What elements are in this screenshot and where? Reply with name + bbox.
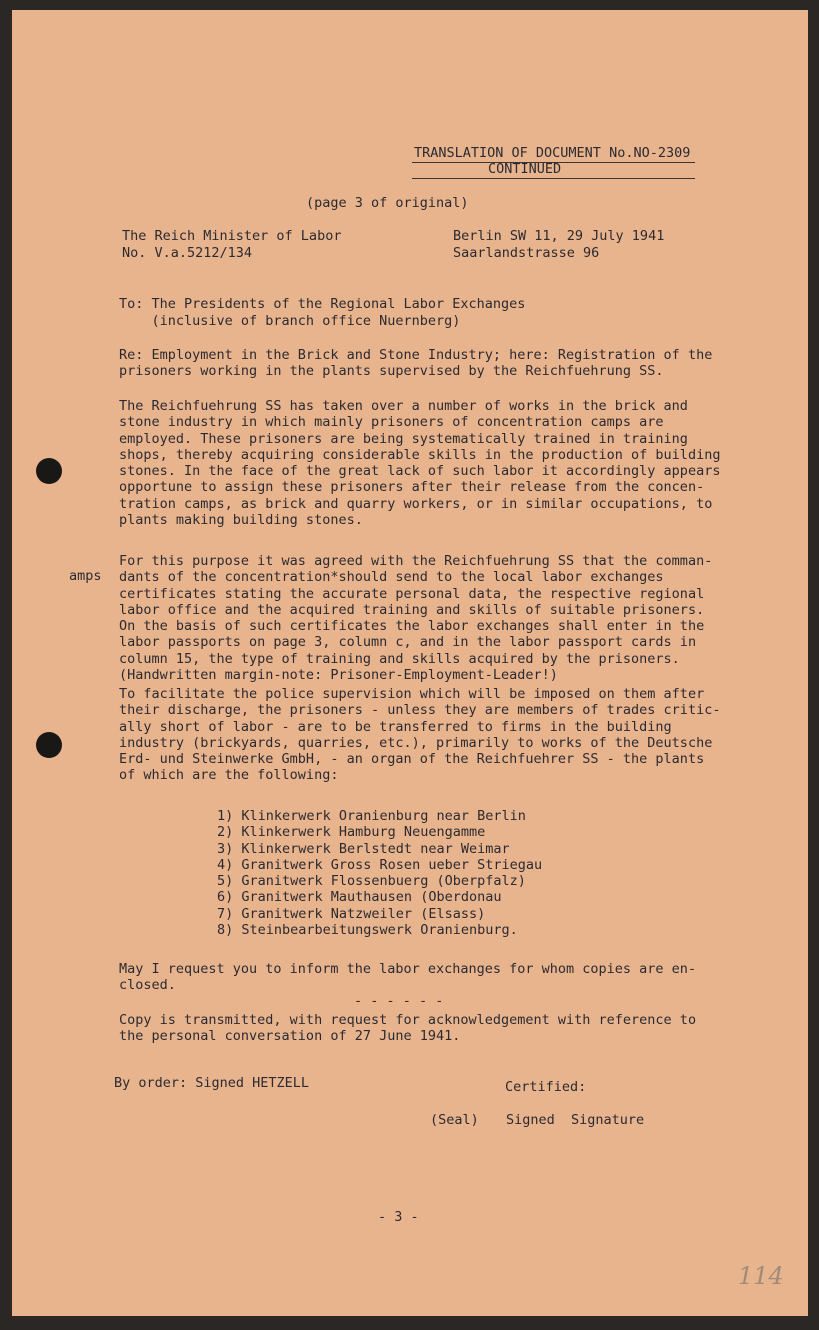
text-line: column 15, the type of training and skills acquired by the prisoners. bbox=[119, 650, 680, 667]
subject-line: Re: Employment in the Brick and Stone Industry; here: Registration of the bbox=[119, 347, 713, 363]
body-paragraph-3 bbox=[119, 686, 739, 784]
list-item: 8) Steinbearbeitungswerk Oranienburg. bbox=[217, 922, 518, 939]
section-divider: - - - - - - bbox=[354, 993, 444, 1009]
text-line: plants making building stones. bbox=[119, 512, 363, 529]
text-line: stones. In the face of the great lack of such labor it accordingly appears bbox=[119, 463, 721, 480]
text-line: tration camps, as brick and quarry workers, or in similar occupations, to bbox=[119, 495, 713, 512]
text-line: On the basis of such certificates the labor exchanges shall enter in the bbox=[119, 618, 705, 635]
list-item: 7) Granitwerk Natzweiler (Elsass) bbox=[217, 905, 486, 922]
text-line: ally short of labor - are to be transferred to firms in the building bbox=[119, 718, 672, 735]
recipient-branch: (inclusive of branch office Nuernberg) bbox=[119, 313, 461, 329]
list-item: 2) Klinkerwerk Hamburg Neuengamme bbox=[217, 824, 486, 841]
punch-hole bbox=[36, 732, 62, 758]
text-line: opportune to assign these prisoners after their release from the concen- bbox=[119, 479, 705, 496]
recipient-line: To: The Presidents of the Regional Labor Exchanges bbox=[119, 296, 526, 312]
header-rule bbox=[412, 178, 695, 179]
list-item: 4) Granitwerk Gross Rosen ueber Striegau bbox=[217, 856, 543, 873]
text-line: For this purpose it was agreed with the Reichfuehrung SS that the comman- bbox=[119, 553, 713, 569]
seal-label: (Seal) bbox=[430, 1112, 479, 1128]
text-line: of which are the following: bbox=[119, 767, 339, 784]
text-line: labor passports on page 3, column c, and in the labor passport cards in bbox=[119, 634, 697, 651]
text-line: their discharge, the prisoners - unless they are members of trades critic- bbox=[119, 702, 721, 719]
place-date: Berlin SW 11, 29 July 1941 bbox=[453, 228, 665, 244]
text-line: May I request you to inform the labor exchanges for whom copies are en- bbox=[119, 961, 697, 977]
text-line: closed. bbox=[119, 977, 176, 994]
text-line: Erd- und Steinwerke GmbH, - an organ of the Reichfuehrer SS - the plants bbox=[119, 751, 705, 768]
text-line: labor office and the acquired training and skills of suitable prisoners. bbox=[119, 601, 705, 618]
text-line: employed. These prisoners are being systematically trained in training bbox=[119, 430, 688, 447]
body-paragraph-1 bbox=[119, 398, 739, 528]
request-paragraph bbox=[119, 961, 739, 994]
text-line: industry (brickyards, quarries, etc.), primarily to works of the Deutsche bbox=[119, 734, 713, 751]
by-order-signature: By order: Signed HETZELL bbox=[114, 1075, 310, 1091]
text-line: certificates stating the accurate personal data, the respective regional bbox=[119, 585, 705, 602]
street-address: Saarlandstrasse 96 bbox=[453, 245, 600, 261]
margin-insertion: amps bbox=[69, 568, 102, 584]
text-line: Copy is transmitted, with request for acknowledgement with reference to bbox=[119, 1012, 697, 1028]
signed-signature: Signed Signature bbox=[506, 1112, 645, 1128]
text-line: shops, thereby acquiring considerable skills in the production of building bbox=[119, 446, 721, 463]
certified-label: Certified: bbox=[505, 1079, 587, 1095]
punch-hole bbox=[36, 458, 62, 484]
page-number: - 3 - bbox=[378, 1209, 419, 1225]
subject-line: prisoners working in the plants supervised by the Reichfuehrung SS. bbox=[119, 363, 664, 380]
copy-paragraph bbox=[119, 1012, 739, 1045]
list-item: 3) Klinkerwerk Berlstedt near Weimar bbox=[217, 840, 510, 857]
text-line: To facilitate the police supervision which will be imposed on them after bbox=[119, 686, 705, 702]
sender-title: The Reich Minister of Labor bbox=[122, 228, 342, 244]
subject-paragraph bbox=[119, 347, 739, 380]
translation-header: TRANSLATION OF DOCUMENT No.NO-2309 bbox=[414, 145, 691, 161]
list-item: 6) Granitwerk Mauthausen (Oberdonau bbox=[217, 889, 502, 906]
list-item: 5) Granitwerk Flossenbuerg (Oberpfalz) bbox=[217, 873, 526, 890]
page-reference: (page 3 of original) bbox=[306, 195, 469, 211]
list-item: 1) Klinkerwerk Oranienburg near Berlin bbox=[217, 808, 526, 824]
text-line: stone industry in which mainly prisoners of concentration camps are bbox=[119, 414, 664, 431]
text-line: The Reichfuehrung SS has taken over a number of works in the brick and bbox=[119, 398, 688, 414]
plant-list bbox=[217, 808, 542, 938]
text-line: dants of the concentration*should send to the local labor exchanges bbox=[119, 569, 664, 586]
sender-reference: No. V.a.5212/134 bbox=[122, 245, 253, 261]
continued-label: CONTINUED bbox=[488, 161, 562, 177]
text-line: the personal conversation of 27 June 1941. bbox=[119, 1028, 461, 1045]
handwritten-folio-number: 114 bbox=[738, 1262, 784, 1290]
text-line: (Handwritten margin-note: Prisoner-Employment-Leader!) bbox=[119, 667, 558, 684]
body-paragraph-2 bbox=[119, 553, 739, 683]
document-page bbox=[12, 10, 808, 1316]
